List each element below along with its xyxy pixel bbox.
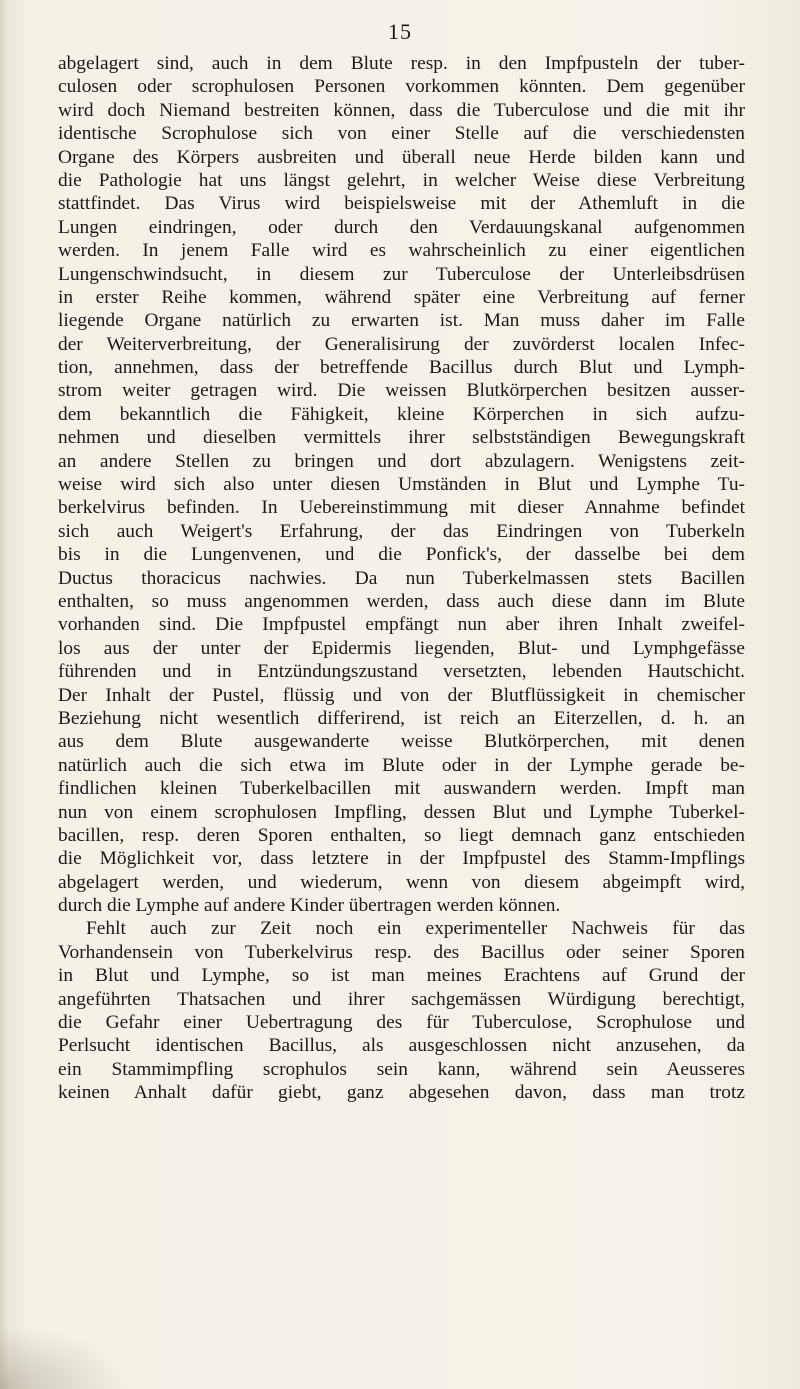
text-line: in Blut und Lymphe, so ist man meines Erachtens auf Grund der (58, 965, 745, 987)
text-line: Organe des Körpers ausbreiten und überall neue Herde bilden kann und (58, 146, 745, 168)
text-line: identische Scrophulose sich von einer Stelle auf die verschiedensten (58, 123, 745, 145)
text-line: bacillen, resp. deren Sporen enthalten, so liegt demnach ganz entschieden (58, 824, 745, 846)
text-line: vorhanden sind. Die Impfpustel empfängt nun aber ihren Inhalt zweifel- (58, 614, 745, 636)
text-line: stattfindet. Das Virus wird beispielsweise mit der Athemluft in die (58, 193, 745, 215)
text-line: los aus der unter der Epidermis liegenden, Blut- und Lymphgefässe (58, 637, 745, 659)
text-line: strom weiter getragen wird. Die weissen Blutkörperchen besitzen ausser- (58, 380, 745, 402)
page-stain (0, 1325, 130, 1389)
text-line: an andere Stellen zu bringen und dort abzulagern. Wenigstens zeit- (58, 450, 745, 472)
text-line: findlichen kleinen Tuberkelbacillen mit auswandern werden. Impft man (58, 778, 745, 800)
text-line: die Gefahr einer Uebertragung des für Tuberculose, Scrophulose und (58, 1012, 745, 1034)
text-line: natürlich auch die sich etwa im Blute oder in der Lymphe gerade be- (58, 754, 745, 776)
page-binding-edge (0, 0, 10, 1389)
text-line: Vorhandensein von Tuberkelvirus resp. des Bacillus oder seiner Sporen (58, 941, 745, 963)
text-line: sich auch Weigert's Erfahrung, der das Eindringen von Tuberkeln (58, 520, 745, 542)
text-line: culosen oder scrophulosen Personen vorkommen könnten. Dem gegenüber (58, 76, 745, 98)
text-line: Lungenschwindsucht, in diesem zur Tuberculose der Unterleibsdrüsen (58, 263, 745, 285)
text-line: die Pathologie hat uns längst gelehrt, in welcher Weise diese Verbreitung (58, 169, 745, 191)
text-line: die Möglichkeit vor, dass letztere in der Impfpustel des Stamm-Impflings (58, 848, 745, 870)
text-line: führenden und in Entzündungszustand versetzten, lebenden Hautschicht. (58, 661, 745, 683)
text-line: weise wird sich also unter diesen Umständen in Blut und Lymphe Tu- (58, 474, 745, 496)
text-line: wird doch Niemand bestreiten können, dass die Tuberculose und die mit ihr (58, 99, 745, 121)
text-line: abgelagert werden, und wiederum, wenn von diesem abgeimpft wird, (58, 871, 745, 893)
text-line: berkelvirus befinden. In Uebereinstimmung mit dieser Annahme befindet (58, 497, 745, 519)
text-line: Lungen eindringen, oder durch den Verdauungskanal aufgenommen (58, 216, 745, 238)
text-line: abgelagert sind, auch in dem Blute resp. in den Impfpusteln der tuber- (58, 53, 745, 74)
text-line: der Weiterverbreitung, der Generalisirung der zuvörderst localen Infec- (58, 333, 745, 355)
text-line: in erster Reihe kommen, während später eine Verbreitung auf ferner (58, 286, 745, 308)
text-line: keinen Anhalt dafür giebt, ganz abgesehen davon, dass man trotz (58, 1082, 745, 1104)
text-line: aus dem Blute ausgewanderte weisse Blutkörperchen, mit denen (58, 731, 745, 753)
text-line: tion, annehmen, dass der betreffende Bacillus durch Blut und Lymph- (58, 357, 745, 379)
text-line: angeführten Thatsachen und ihrer sachgemässen Würdigung berechtigt, (58, 988, 745, 1010)
text-line: Fehlt auch zur Zeit noch ein experimenteller Nachweis für das (86, 918, 745, 940)
text-line: nehmen und dieselben vermittels ihrer selbstständigen Bewegungskraft (58, 427, 745, 449)
text-line: ein Stammimpfling scrophulos sein kann, während sein Aeusseres (58, 1058, 745, 1080)
text-line: liegende Organe natürlich zu erwarten ist. Man muss daher im Falle (58, 310, 745, 332)
text-line: Ductus thoracicus nachwies. Da nun Tuberkelmassen stets Bacillen (58, 567, 745, 589)
text-line: Perlsucht identischen Bacillus, als ausgeschlossen nicht anzusehen, da (58, 1035, 745, 1057)
text-line: enthalten, so muss angenommen werden, dass auch diese dann im Blute (58, 590, 745, 612)
text-line: dem bekanntlich die Fähigkeit, kleine Körperchen in sich aufzu- (58, 403, 745, 425)
text-line: nun von einem scrophulosen Impfling, dessen Blut und Lymphe Tuberkel- (58, 801, 745, 823)
text-line: werden. In jenem Falle wird es wahrscheinlich zu einer eigentlichen (58, 240, 745, 262)
page-number: 15 (388, 19, 412, 44)
text-line: Beziehung nicht wesentlich differirend, ist reich an Eiterzellen, d. h. an (58, 707, 745, 729)
text-line: bis in die Lungenvenen, und die Ponfick's, der dasselbe bei dem (58, 544, 745, 566)
text-line: durch die Lymphe auf andere Kinder übertragen werden können. (58, 895, 561, 917)
body-text (58, 52, 745, 1105)
text-line: Der Inhalt der Pustel, flüssig und von der Blutflüssigkeit in chemischer (58, 684, 745, 706)
